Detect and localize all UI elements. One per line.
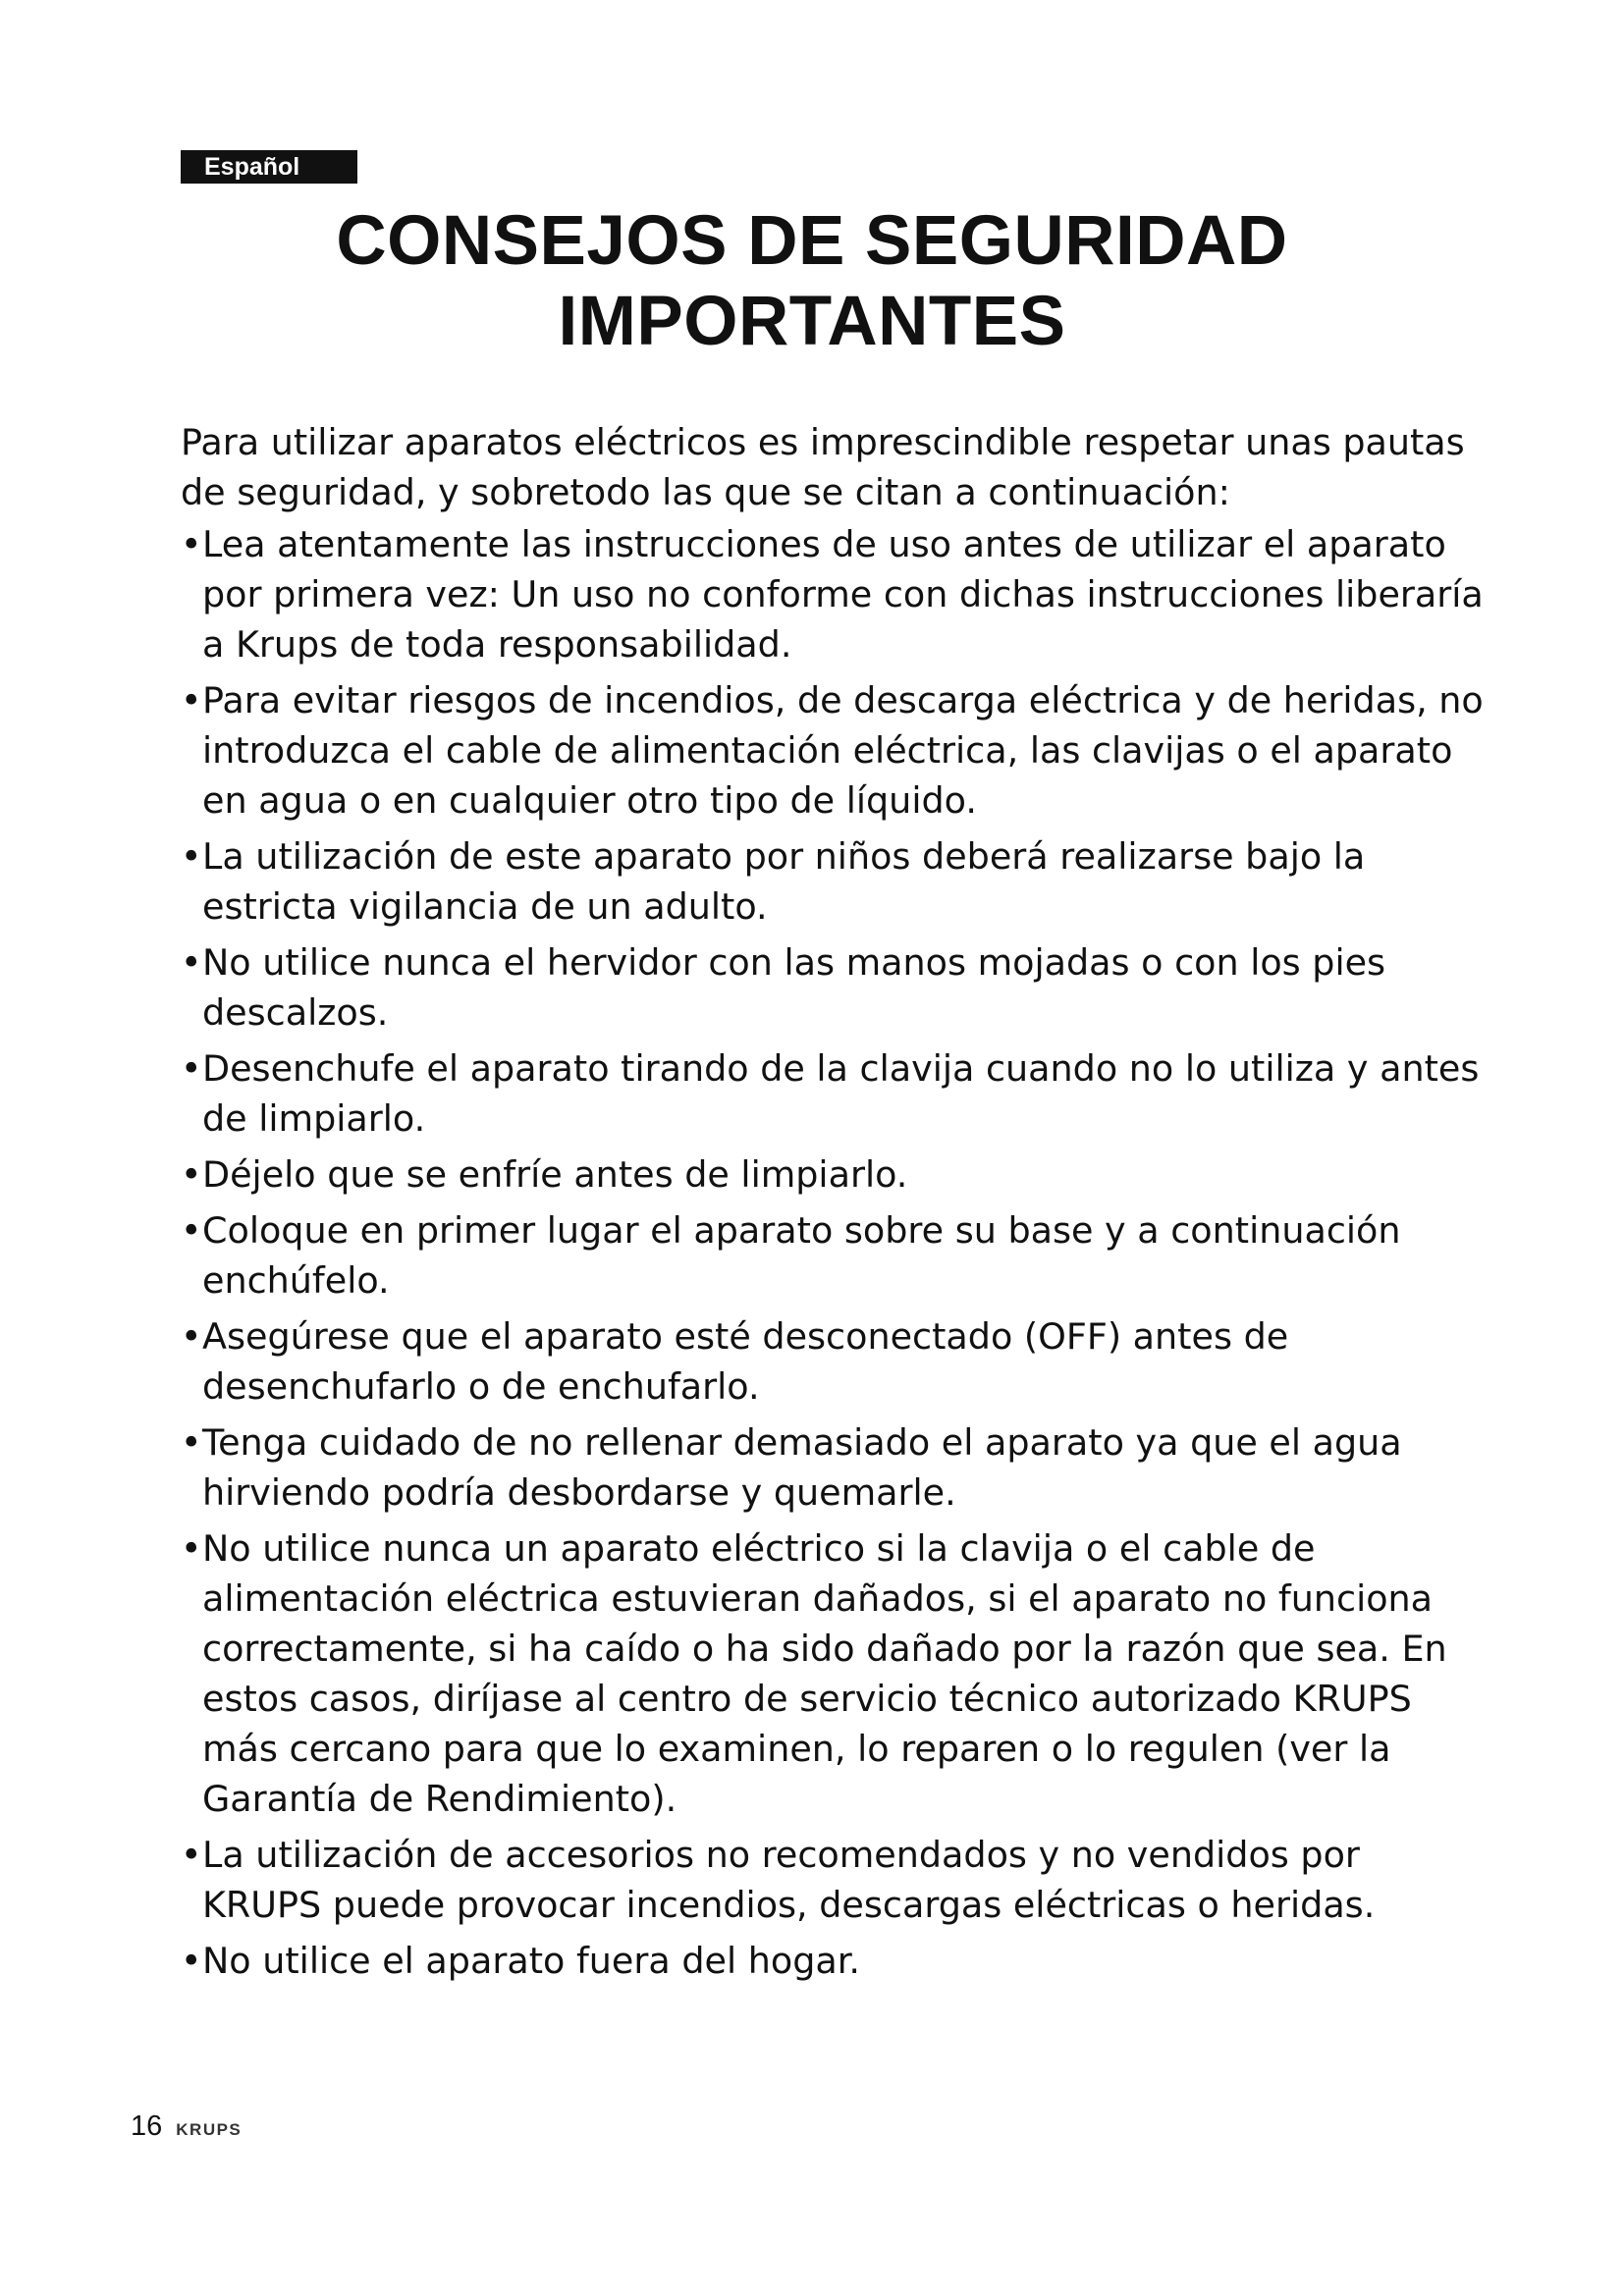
- safety-rule: • Coloque en primer lugar el aparato sobre su base y a continuación enchúfelo.: [181, 1205, 1487, 1306]
- safety-content: [181, 417, 1487, 1992]
- safety-rule: • No utilice nunca un aparato eléctrico si la clavija o el cable de alimentación eléctrica estuvieran dañados, si el aparato no funciona correctamente, si ha caído o ha sido dañado por la razón que sea. En estos casos, diríjase al centro de servicio técnico autorizado KRUPS más cercano para que lo examinen, lo reparen o lo regulen (ver la Garantía de Rendimiento).: [181, 1523, 1487, 1824]
- safety-rule: • No utilice nunca el hervidor con las manos mojadas o con los pies descalzos.: [181, 937, 1487, 1038]
- page-number: 16: [131, 2110, 163, 2142]
- safety-rule: • Déjelo que se enfríe antes de limpiarlo.: [181, 1149, 1487, 1200]
- safety-rule: • La utilización de accesorios no recomendados y no vendidos por KRUPS puede provocar incendios, descargas eléctricas o heridas.: [181, 1830, 1487, 1930]
- safety-rule: • Lea atentamente las instrucciones de uso antes de utilizar el aparato por primera vez: Un uso no conforme con dichas instrucciones liberaría a Krups de toda responsabilidad.: [181, 519, 1487, 669]
- page-title: [0, 201, 1624, 362]
- safety-rule: • La utilización de este aparato por niños deberá realizarse bajo la estricta vigilancia de un adulto.: [181, 831, 1487, 932]
- brand-logo: KRUPS: [176, 2120, 243, 2139]
- page-footer: [131, 2110, 242, 2144]
- safety-rules-list: [181, 519, 1487, 1986]
- safety-rule: • Asegúrese que el aparato esté desconectado (OFF) antes de desenchufarlo o de enchufarlo.: [181, 1311, 1487, 1412]
- intro-paragraph: Para utilizar aparatos eléctricos es imprescindible respetar unas pautas de seguridad, y sobretodo las que se citan a continuación:: [181, 421, 1465, 513]
- safety-rule: • Tenga cuidado de no rellenar demasiado el aparato ya que el agua hirviendo podría desbordarse y quemarle.: [181, 1417, 1487, 1518]
- page-title-line-1: CONSEJOS DE SEGURIDAD: [336, 202, 1288, 280]
- language-tab: Español: [181, 150, 357, 184]
- safety-rule: • Desenchufe el aparato tirando de la clavija cuando no lo utiliza y antes de limpiarlo.: [181, 1043, 1487, 1144]
- page-title-line-2: IMPORTANTES: [558, 283, 1066, 360]
- safety-rule: • Para evitar riesgos de incendios, de descarga eléctrica y de heridas, no introduzca el cable de alimentación eléctrica, las clavijas o el aparato en agua o en cualquier otro tipo de líquido.: [181, 675, 1487, 826]
- safety-rule: • No utilice el aparato fuera del hogar.: [181, 1936, 1487, 1986]
